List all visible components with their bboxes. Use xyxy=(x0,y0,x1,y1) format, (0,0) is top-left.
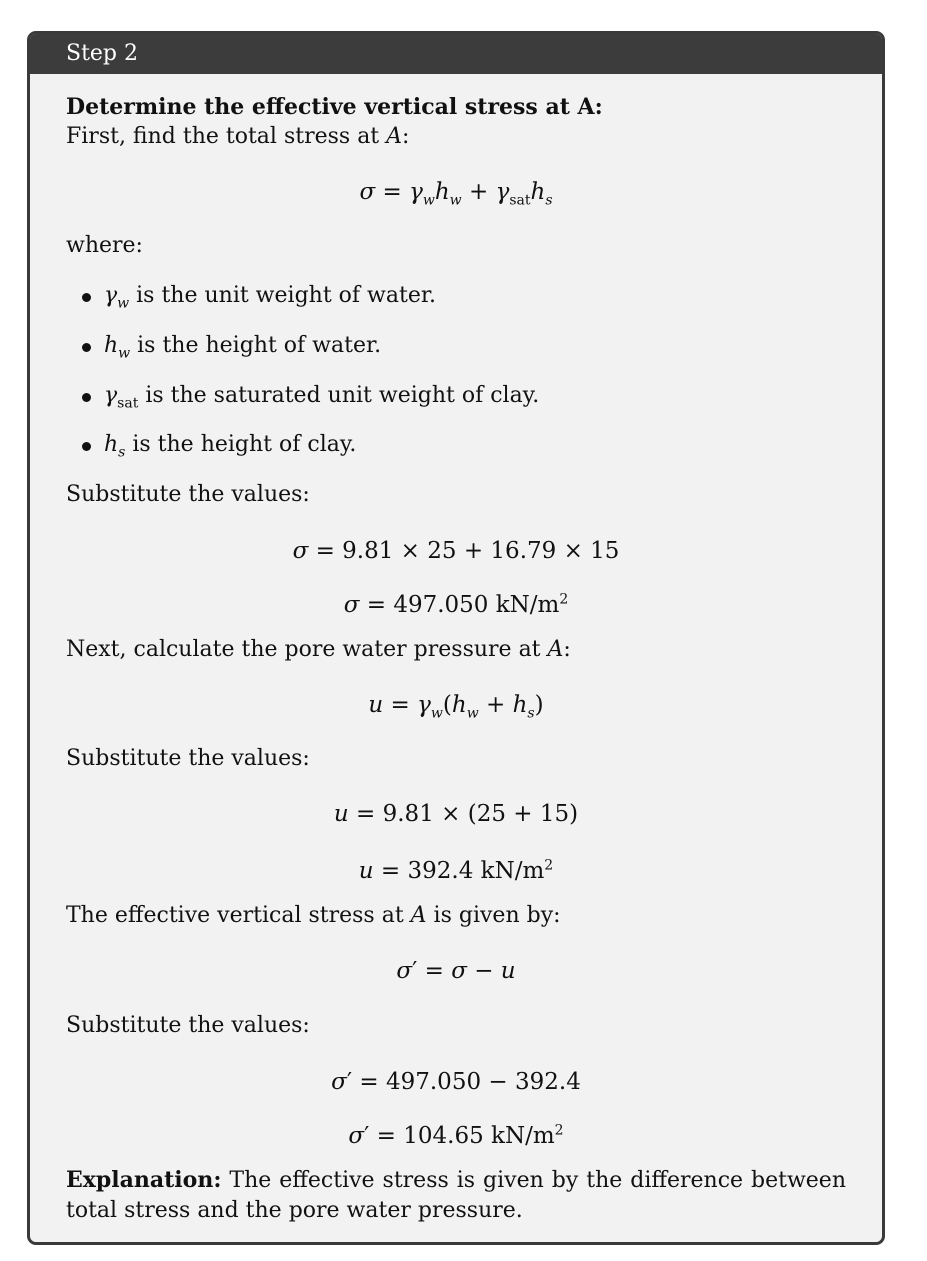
equation-effective-result: σ′ = 104.65 $kN/m^2$ xyxy=(348,1122,564,1149)
substitute-label: Substitute the values: xyxy=(66,746,310,771)
definition-item: $\gamma_{sat}$ is the saturated unit weight of clay. xyxy=(104,381,539,411)
substitute-label: Substitute the values: xyxy=(66,1013,310,1038)
equation-u-result: u = 392.4 $kN/m^2$ xyxy=(358,857,554,884)
equation-pore-pressure: $u = \gamma_w(h_w + h_s)$ xyxy=(368,692,544,722)
equation-effective-substitution: σ′ = 497.050 − 392.4 xyxy=(331,1069,581,1095)
bullet-icon xyxy=(82,343,91,352)
step-header: Step 2 xyxy=(30,34,882,74)
pore-pressure-text: Next, calculate the pore water pressure at A: xyxy=(66,637,571,662)
explanation-text: The effective stress is given by the difference between total stress and the pore water pressure. xyxy=(66,1168,846,1223)
explanation-paragraph xyxy=(66,1165,846,1226)
solution-step-card xyxy=(27,31,885,1245)
equation-u-substitution: u = 9.81 × (25 + 15) xyxy=(333,801,579,827)
equation-sigma-substitution: σ = 9.81 × 25 + 16.79 × 15 xyxy=(292,538,620,564)
section-heading: Determine the effective vertical stress at A: xyxy=(66,94,603,120)
equation-total-stress: $\sigma = \gamma_wh_w + \gamma_{sat}h_s$ xyxy=(359,179,553,209)
bullet-icon xyxy=(82,393,91,402)
substitute-label: Substitute the values: xyxy=(66,482,310,507)
bullet-icon xyxy=(82,442,91,451)
definition-item: $\gamma_w$ is the unit weight of water. xyxy=(104,281,436,311)
definition-item: $h_s$ is the height of clay. xyxy=(104,430,356,460)
intro-text: First, find the total stress at A: xyxy=(66,124,410,149)
equation-effective-stress: σ′ = σ − u xyxy=(396,958,516,984)
where-label: where: xyxy=(66,233,143,258)
bullet-icon xyxy=(82,293,91,302)
explanation-label: Explanation: xyxy=(66,1167,222,1193)
equation-sigma-result: σ = 497.050 $kN/m^2$ xyxy=(343,591,569,618)
effective-stress-text: The effective vertical stress at A is given by: xyxy=(66,903,561,928)
definition-item: $h_w$ is the height of water. xyxy=(104,331,381,361)
